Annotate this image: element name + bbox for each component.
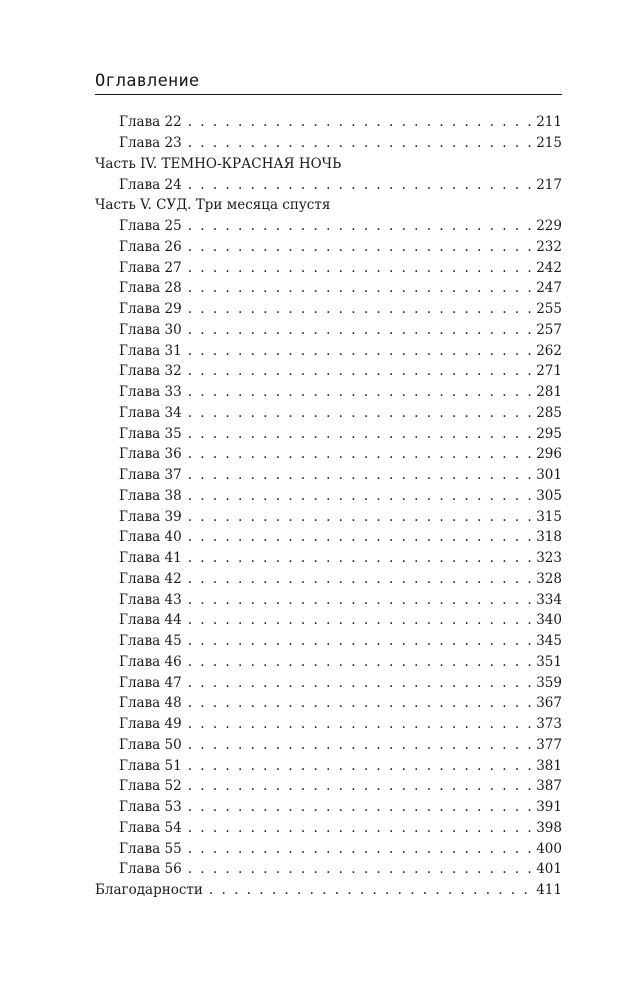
toc-entry-label: Часть IV. ТЕМНО-КРАСНАЯ НОЧЬ (95, 155, 342, 172)
toc-entry-label: Глава 23 (119, 135, 182, 152)
toc-entry[interactable] (95, 174, 562, 195)
toc-entry-label: Глава 27 (119, 259, 182, 276)
dot-leader (188, 278, 532, 298)
toc-entry[interactable] (95, 361, 562, 382)
toc-entry[interactable] (95, 838, 562, 859)
toc-page-number: 271 (536, 363, 562, 380)
toc-entry-label: Глава 41 (119, 550, 182, 567)
dot-leader (188, 361, 532, 381)
toc-entry-label: Глава 42 (119, 570, 182, 587)
toc-entry[interactable] (95, 818, 562, 839)
toc-page-number: 323 (536, 550, 562, 567)
toc-entry[interactable] (95, 444, 562, 465)
toc-page-number: 229 (536, 218, 562, 235)
toc-entry-label: Глава 26 (119, 238, 182, 255)
toc-entry[interactable] (95, 672, 562, 693)
toc-entry[interactable] (95, 112, 562, 133)
toc-entry-label: Часть V. СУД. Три месяца спустя (95, 197, 331, 214)
toc-entry-label: Глава 53 (119, 799, 182, 816)
toc-page-number: 242 (536, 259, 562, 276)
toc-entry-label: Глава 55 (119, 840, 182, 857)
toc-page-number: 305 (536, 487, 562, 504)
dot-leader (188, 382, 532, 402)
toc-entry-label: Глава 22 (119, 114, 182, 131)
page-header (95, 70, 562, 95)
toc-entry[interactable] (95, 652, 562, 673)
toc-page-number: 381 (536, 757, 562, 774)
toc-page-number: 367 (536, 695, 562, 712)
dot-leader (188, 673, 532, 693)
dot-leader (188, 444, 532, 464)
toc-page-number: 340 (536, 612, 562, 629)
dot-leader (188, 341, 532, 361)
toc-page-number: 401 (536, 861, 562, 878)
toc-entry[interactable] (95, 797, 562, 818)
toc-page-number: 301 (536, 467, 562, 484)
toc-page-number: 217 (536, 176, 562, 193)
toc-entry-label: Глава 51 (119, 757, 182, 774)
dot-leader (188, 548, 532, 568)
dot-leader (188, 652, 532, 672)
dot-leader (188, 839, 532, 859)
toc-page-number: 318 (536, 529, 562, 546)
toc-entry-label: Глава 35 (119, 425, 182, 442)
toc-page-number: 391 (536, 799, 562, 816)
toc-entry[interactable] (95, 589, 562, 610)
toc-entry-label: Глава 28 (119, 280, 182, 297)
dot-leader (188, 756, 532, 776)
dot-leader (188, 403, 532, 423)
dot-leader (209, 880, 532, 900)
dot-leader (188, 465, 532, 485)
toc-entry[interactable] (95, 278, 562, 299)
toc-entry-label: Глава 36 (119, 446, 182, 463)
toc-part-heading (95, 195, 562, 216)
toc-page-number: 411 (536, 882, 562, 899)
dot-leader (188, 486, 532, 506)
toc-entry-label: Глава 52 (119, 778, 182, 795)
toc-page-number: 281 (536, 384, 562, 401)
dot-leader (188, 216, 532, 236)
toc-entry-label: Глава 39 (119, 508, 182, 525)
toc-entry[interactable] (95, 340, 562, 361)
toc-page-number: 334 (536, 591, 562, 608)
dot-leader (188, 175, 532, 195)
toc-entry[interactable] (95, 693, 562, 714)
toc-entry[interactable] (95, 216, 562, 237)
toc-page-number: 257 (536, 321, 562, 338)
toc-entry-label: Глава 37 (119, 467, 182, 484)
toc-page-number: 359 (536, 674, 562, 691)
toc-entry-label: Глава 54 (119, 819, 182, 836)
toc-page-number: 247 (536, 280, 562, 297)
toc-entry[interactable] (95, 486, 562, 507)
toc-entry[interactable] (95, 133, 562, 154)
dot-leader (188, 569, 532, 589)
dot-leader (188, 237, 532, 257)
dot-leader (188, 610, 532, 630)
toc-entry[interactable] (95, 237, 562, 258)
page-title: Оглавление (95, 71, 200, 91)
toc-entry-label: Глава 24 (119, 176, 182, 193)
dot-leader (188, 590, 532, 610)
dot-leader (188, 859, 532, 879)
toc-entry[interactable] (95, 548, 562, 569)
toc-entry-label: Глава 47 (119, 674, 182, 691)
toc-entry-label: Глава 43 (119, 591, 182, 608)
toc-page-number: 351 (536, 653, 562, 670)
toc-entry-label: Глава 31 (119, 342, 182, 359)
toc-entry-label: Глава 40 (119, 529, 182, 546)
toc-entry-label: Глава 30 (119, 321, 182, 338)
toc-entry[interactable] (95, 299, 562, 320)
toc-page-number: 345 (536, 633, 562, 650)
toc-page-number: 215 (536, 135, 562, 152)
dot-leader (188, 776, 532, 796)
toc-entry-label: Глава 33 (119, 384, 182, 401)
toc-page-number: 377 (536, 736, 562, 753)
toc-entry-label: Глава 25 (119, 218, 182, 235)
toc-entry[interactable] (95, 465, 562, 486)
toc-entry[interactable] (95, 735, 562, 756)
toc-entry-label: Глава 44 (119, 612, 182, 629)
toc-entry[interactable] (95, 423, 562, 444)
toc-entry[interactable] (95, 569, 562, 590)
toc-page-number: 387 (536, 778, 562, 795)
toc-entry[interactable] (95, 776, 562, 797)
toc-entry[interactable] (95, 880, 562, 901)
toc-entry-label: Благодарности (95, 882, 203, 899)
toc-entry-label: Глава 38 (119, 487, 182, 504)
toc-page-number: 315 (536, 508, 562, 525)
dot-leader (188, 631, 532, 651)
dot-leader (188, 797, 532, 817)
toc-entry[interactable] (95, 506, 562, 527)
toc-entry-label: Глава 48 (119, 695, 182, 712)
toc-page-number: 328 (536, 570, 562, 587)
toc-entry-label: Глава 50 (119, 736, 182, 753)
dot-leader (188, 527, 532, 547)
dot-leader (188, 133, 532, 153)
toc-entry-label: Глава 32 (119, 363, 182, 380)
toc-page-number: 211 (536, 114, 562, 131)
dot-leader (188, 714, 532, 734)
dot-leader (188, 507, 532, 527)
dot-leader (188, 735, 532, 755)
toc-entry[interactable] (95, 859, 562, 880)
toc-entry[interactable] (95, 257, 562, 278)
dot-leader (188, 299, 532, 319)
toc-entry-label: Глава 34 (119, 404, 182, 421)
toc-page-number: 255 (536, 301, 562, 318)
toc-page-number: 262 (536, 342, 562, 359)
table-of-contents (95, 112, 562, 901)
dot-leader (188, 818, 532, 838)
toc-entry-label: Глава 49 (119, 716, 182, 733)
toc-page-number: 296 (536, 446, 562, 463)
toc-entry[interactable] (95, 631, 562, 652)
dot-leader (188, 258, 532, 278)
toc-entry[interactable] (95, 403, 562, 424)
toc-page-number: 295 (536, 425, 562, 442)
toc-entry-label: Глава 46 (119, 653, 182, 670)
dot-leader (188, 424, 532, 444)
toc-entry[interactable] (95, 527, 562, 548)
toc-entry[interactable] (95, 610, 562, 631)
dot-leader (188, 112, 532, 132)
toc-page-number: 232 (536, 238, 562, 255)
toc-page-number: 400 (536, 840, 562, 857)
toc-page-number: 373 (536, 716, 562, 733)
toc-entry[interactable] (95, 382, 562, 403)
toc-page-number: 398 (536, 819, 562, 836)
toc-part-heading (95, 154, 562, 175)
toc-entry[interactable] (95, 320, 562, 341)
toc-entry-label: Глава 45 (119, 633, 182, 650)
dot-leader (188, 693, 532, 713)
dot-leader (188, 320, 532, 340)
toc-page-number: 285 (536, 404, 562, 421)
toc-entry-label: Глава 29 (119, 301, 182, 318)
toc-entry[interactable] (95, 714, 562, 735)
toc-entry[interactable] (95, 755, 562, 776)
toc-entry-label: Глава 56 (119, 861, 182, 878)
